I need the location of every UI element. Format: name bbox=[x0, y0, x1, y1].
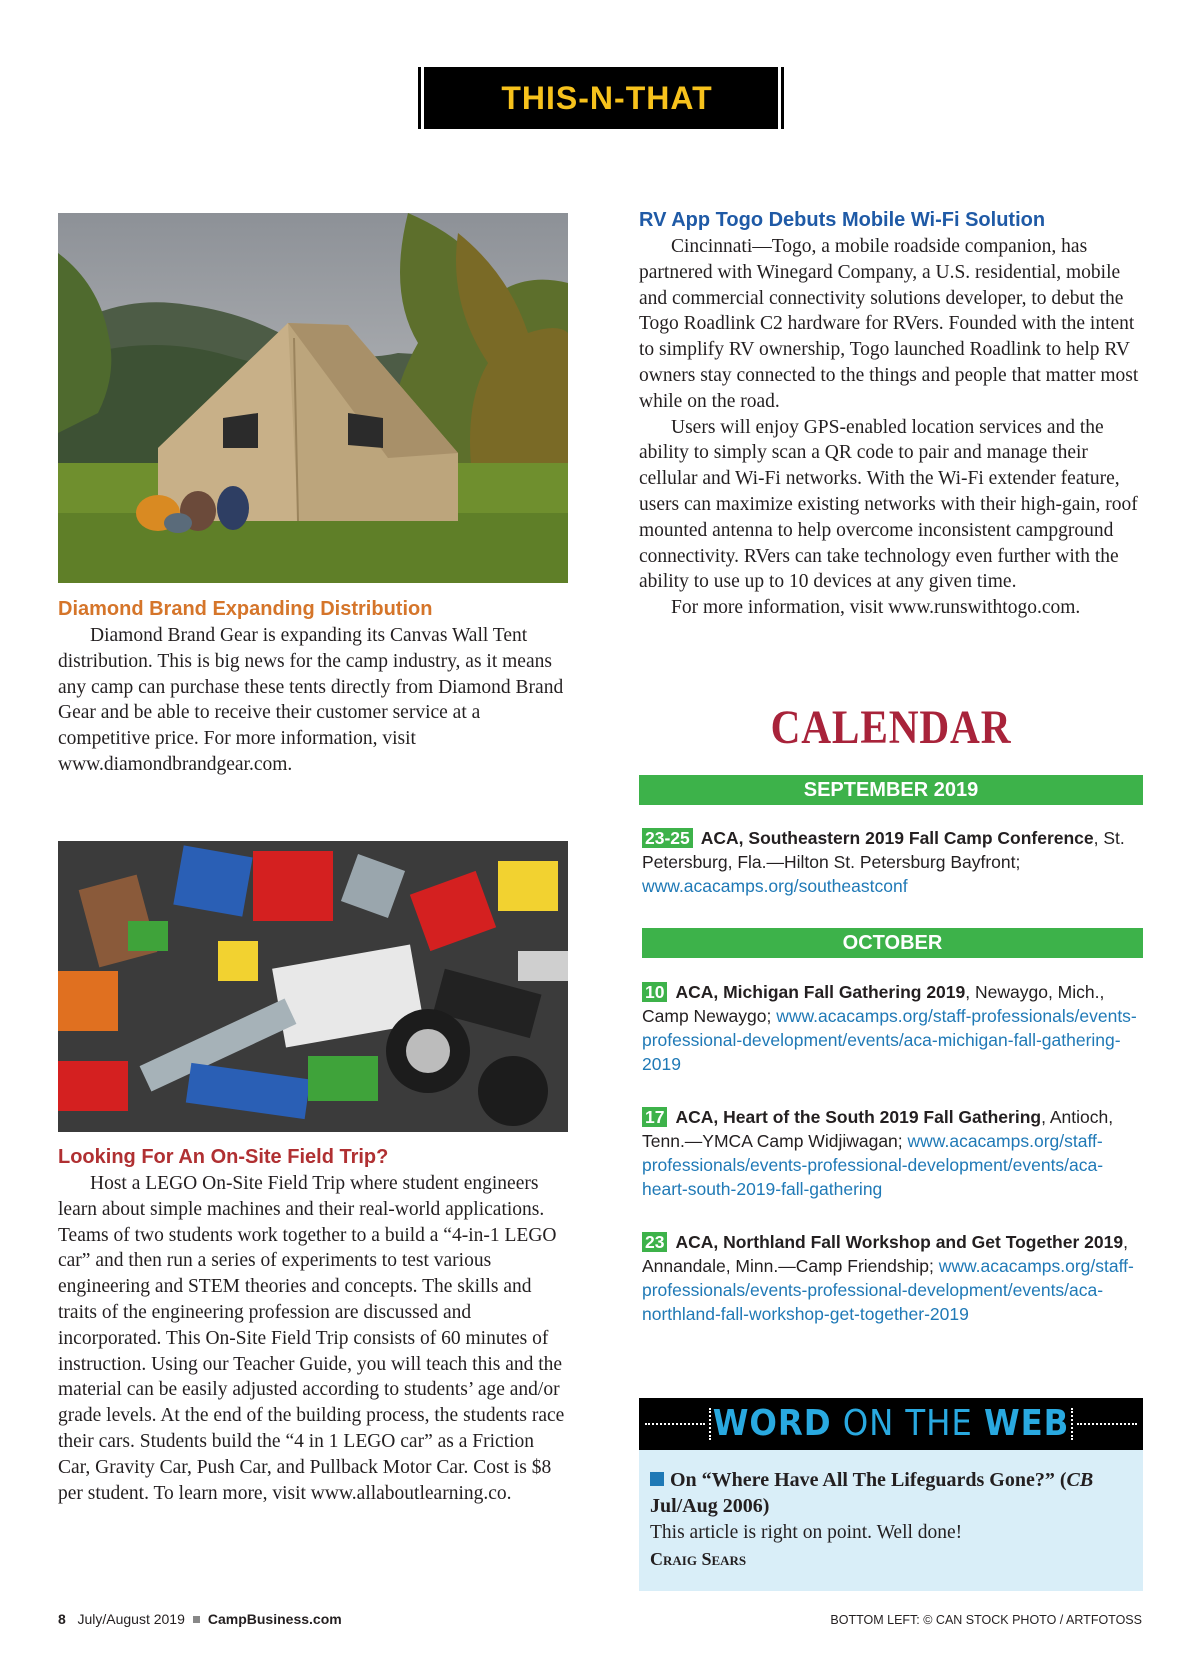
event-name: ACA, Southeastern 2019 Fall Camp Conference bbox=[700, 828, 1094, 848]
rv-paragraph-3: For more information, visit www.runswithtogo.com. bbox=[671, 597, 1081, 619]
calendar-title: CALENDAR bbox=[770, 701, 1012, 754]
event-details: , Newaygo, Mich., Camp Newaygo; bbox=[642, 982, 1105, 1026]
site-name[interactable]: CampBusiness.com bbox=[207, 1611, 342, 1627]
rv-article-body bbox=[639, 234, 1147, 621]
event-name: ACA, Michigan Fall Gathering 2019 bbox=[675, 982, 966, 1002]
event-details: , Antioch, Tenn.—YMCA Camp Widjiwagan; bbox=[642, 1107, 1114, 1151]
question-prefix: On “Where Have All The Lifeguards Gone?” ( bbox=[670, 1469, 1067, 1491]
event-link[interactable]: www.acacamps.org/staff-professionals/events-professional-development/events/aca-northland-fall-workshop-get-together-2019 bbox=[642, 1256, 1134, 1324]
event-date: 23 bbox=[642, 1232, 667, 1252]
title-web: WEB bbox=[983, 1403, 1070, 1444]
event-link[interactable]: www.acacamps.org/staff-professionals/events-professional-development/events/aca-michigan-fall-gathering-2019 bbox=[642, 1006, 1137, 1074]
rv-heading: RV App Togo Debuts Mobile Wi-Fi Solution bbox=[639, 209, 1046, 231]
tent-illustration bbox=[58, 213, 568, 583]
lego-photo bbox=[58, 841, 568, 1132]
calendar-event bbox=[642, 826, 1142, 898]
square-bullet-icon bbox=[650, 1472, 664, 1486]
diamond-paragraph: Diamond Brand Gear is expanding its Canvas Wall Tent distribution. This is big news for the camp industry, as it means any camp can purchase these tents directly from Diamond Brand Gear and be able to receive their customer service at a competitive price. For more information, visit www.diamondbrandgear.com. bbox=[58, 625, 564, 775]
question-cb: CB bbox=[1066, 1469, 1094, 1491]
diamond-article-body bbox=[58, 623, 568, 778]
calendar-event bbox=[642, 980, 1142, 1076]
lego-heading: Looking For An On-Site Field Trip? bbox=[58, 1146, 389, 1168]
banner-edge-left bbox=[418, 67, 421, 129]
word-on-web-comment: This article is right on point. Well done! bbox=[650, 1522, 963, 1543]
diamond-heading: Diamond Brand Expanding Distribution bbox=[58, 598, 433, 620]
question-suffix: Jul/Aug 2006) bbox=[650, 1495, 770, 1517]
event-name: ACA, Northland Fall Workshop and Get Together 2019 bbox=[675, 1232, 1124, 1252]
title-word: WORD bbox=[712, 1403, 832, 1444]
page-number: 8 bbox=[58, 1611, 66, 1627]
lego-article-body bbox=[58, 1171, 570, 1506]
calendar-event bbox=[642, 1105, 1142, 1201]
month-bar-october: OCTOBER bbox=[642, 928, 1143, 958]
rv-paragraph-1: Cincinnati—Togo, a mobile roadside companion, has partnered with Winegard Company, a U.S. residential, mobile and commercial connectivity solutions developer, to debut the Togo Roadlink C2 hardware for RVers. Founded with the intent to simplify RV ownership, Togo launched Roadlink to help RV owners stay connected to the things and people that matter most while on the road. bbox=[639, 236, 1139, 412]
section-banner bbox=[418, 67, 784, 129]
event-link[interactable]: www.acacamps.org/staff-professionals/events-professional-development/events/aca-heart-south-2019-fall-gathering bbox=[642, 1131, 1104, 1199]
tent-photo bbox=[58, 213, 568, 583]
rv-paragraph-2: Users will enjoy GPS-enabled location services and the ability to simply scan a QR code to pair and manage their cellular and Wi-Fi networks. With the Wi-Fi extender feature, users can maximize existing networks with their high-gain, roof mounted antenna to help overcome inconsistent campground connectivity. RVers can take technology even further with the ability to use up to 10 devices at any given time. bbox=[639, 416, 1138, 593]
banner-bar bbox=[424, 67, 778, 129]
month-bar-september: SEPTEMBER 2019 bbox=[639, 775, 1143, 805]
footer-square-icon bbox=[193, 1616, 200, 1623]
event-details: , Annandale, Minn.—Camp Friendship; bbox=[642, 1232, 1128, 1276]
event-date: 10 bbox=[642, 982, 667, 1002]
lego-paragraph: Host a LEGO On-Site Field Trip where student engineers learn about simple machines and their real-world applications. Teams of two students work together to a build a “4-in-1 LEGO car” and then run a series of experiments to test various engineering and STEM theories and concepts. The skills and traits of the engineering profession are discussed and incorporated. This On-Site Field Trip consists of 60 minutes of instruction. Using our Teacher Guide, you will teach this and the material can be easily adjusted according to students’ age and/or grade levels. At the end of the building process, the students race their cars. Students build the “4 in 1 LEGO car” as a Friction Car, Gravity Car, Push Car, and Pullback Motor Car. Cost is $8 per student. To learn more, visit www.allaboutlearning.co. bbox=[58, 1173, 565, 1504]
dotted-divider-right bbox=[1071, 1408, 1073, 1440]
banner-edge-right bbox=[781, 67, 784, 129]
title-mid: ON THE bbox=[842, 1403, 973, 1444]
word-on-web-banner bbox=[639, 1398, 1143, 1450]
lego-illustration bbox=[58, 841, 568, 1132]
photo-credit: BOTTOM LEFT: © CAN STOCK PHOTO / ARTFOTOSS bbox=[830, 1613, 1142, 1627]
footer-left bbox=[58, 1611, 342, 1627]
issue-date: July/August 2019 bbox=[77, 1611, 185, 1627]
word-on-web-question bbox=[650, 1467, 1140, 1519]
word-on-web-author: Craig Sears bbox=[650, 1549, 747, 1569]
dotted-rule-right bbox=[1077, 1423, 1137, 1425]
event-details: , St. Petersburg, Fla.—Hilton St. Petersburg Bayfront; bbox=[642, 828, 1125, 872]
event-date: 23-25 bbox=[642, 828, 693, 848]
event-link[interactable]: www.acacamps.org/southeastconf bbox=[642, 876, 908, 896]
section-title: THIS-N-THAT bbox=[501, 80, 713, 116]
event-name: ACA, Heart of the South 2019 Fall Gathering bbox=[675, 1107, 1042, 1127]
event-date: 17 bbox=[642, 1107, 667, 1127]
word-on-web-title bbox=[664, 1398, 1118, 1450]
calendar-event bbox=[642, 1230, 1142, 1326]
